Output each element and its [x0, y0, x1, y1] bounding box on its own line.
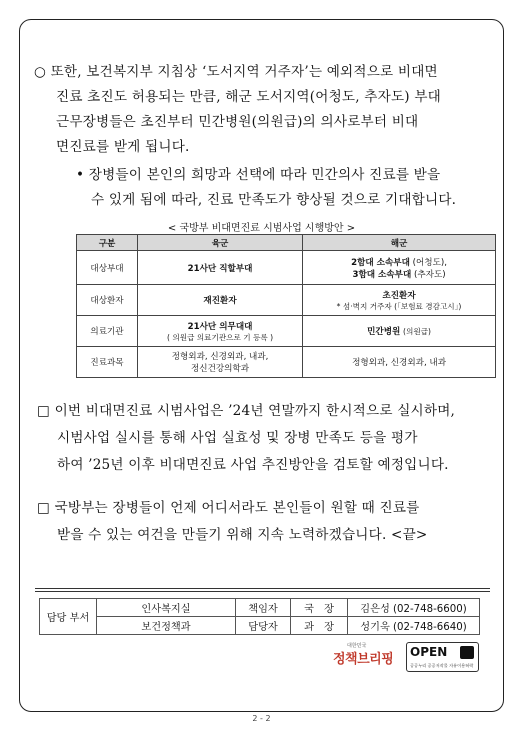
header-army: 육군 [138, 235, 303, 251]
section-pilot-period [37, 398, 497, 479]
navy-unit-location: (추자도) [413, 269, 446, 280]
navy-unit-location: (어청도), [412, 257, 447, 268]
divider [35, 588, 490, 589]
table-row [77, 285, 496, 316]
army-cell [138, 316, 303, 347]
contact-info: 성기욱 (02-748-6640) [348, 617, 480, 635]
kogl-type-icon [460, 646, 474, 659]
contact-row [40, 599, 480, 617]
contact-title: 국 장 [291, 599, 348, 617]
contact-table [39, 598, 480, 635]
navy-unit: 3함대 소속부대 [352, 269, 412, 280]
kogl-open-logo [406, 642, 479, 672]
text-line: □ 국방부는 장병들이 언제 어디서라도 본인들이 원할 때 진료를 [37, 500, 420, 516]
army-cell: 21사단 직할부대 [138, 251, 303, 285]
logo-small-text: 대한민국 [347, 643, 367, 649]
army-institution: 21사단 의무대대 [187, 321, 253, 332]
text-line: 하여 ’25년 이후 비대면진료 사업 추진방안을 검토할 예정입니다. [57, 457, 449, 473]
text-line: □ 이번 비대면진료 시범사업은 ’24년 연말까지 한시적으로 실시하며, [37, 403, 456, 419]
text-line: 근무장병들은 초진부터 민간병원(의원급)의 의사로부터 비대 [56, 114, 419, 130]
text-line: 진료 초진도 허용되는 만큼, 해군 도서지역(어청도, 추자도) 부대 [56, 89, 441, 105]
army-institution-note: ( 의원급 의료기관으로 기 등록 ) [167, 332, 274, 342]
row-label: 대상환자 [77, 285, 138, 316]
contact-role: 책임자 [236, 599, 291, 617]
table-row [77, 251, 496, 285]
header-category: 구분 [77, 235, 138, 251]
contact-row [40, 617, 480, 635]
text-line: 받을 수 있는 여건을 만들기 위해 지속 노력하겠습니다. <끝> [57, 527, 428, 543]
army-departments: 정형외과, 신경외과, 내과, [171, 352, 269, 362]
page-number: 2 - 2 [252, 714, 271, 723]
dept-label: 담당 부서 [40, 599, 97, 635]
paragraph-island-exception [34, 60, 489, 160]
contact-info: 김은성 (02-748-6600) [348, 599, 480, 617]
table-row [77, 316, 496, 347]
navy-patient-note: * 섬·벽지 거주자 (「보험료 경감고시」) [336, 301, 462, 311]
contact-title: 과 장 [291, 617, 348, 635]
footer-logos [333, 642, 479, 672]
row-label: 의료기관 [77, 316, 138, 347]
army-cell: 재진환자 [138, 285, 303, 316]
table-row [77, 347, 496, 378]
navy-cell [303, 285, 496, 316]
office-name: 보건정책과 [97, 617, 236, 635]
navy-cell [303, 251, 496, 285]
row-label: 진료과목 [77, 347, 138, 378]
bullet-satisfaction [76, 163, 496, 213]
section-ministry-effort [37, 495, 497, 549]
text-line: • 장병들이 본인의 희망과 선택에 따라 민간의사 진료를 받을 [76, 167, 441, 183]
navy-unit: 2함대 소속부대 [351, 257, 410, 268]
text-line: 수 있게 됨에 따라, 진료 만족도가 향상될 것으로 기대합니다. [91, 192, 457, 208]
pilot-plan-table [76, 234, 496, 378]
header-navy: 해군 [303, 235, 496, 251]
navy-cell: 정형외과, 신경외과, 내과 [303, 347, 496, 378]
policy-briefing-logo [333, 642, 401, 672]
table-header-row [77, 235, 496, 251]
contact-role: 담당자 [236, 617, 291, 635]
navy-cell [303, 316, 496, 347]
army-departments-2: 정신건강의학과 [190, 364, 250, 374]
army-cell [138, 347, 303, 378]
open-label: OPEN [410, 645, 448, 659]
office-name: 인사복지실 [97, 599, 236, 617]
row-label: 대상부대 [77, 251, 138, 285]
table-caption: < 국방부 비대면진료 시범사업 시행방안 > [167, 223, 356, 234]
text-line: 면진료를 받게 됩니다. [56, 139, 190, 155]
navy-patient: 초진환자 [382, 290, 416, 301]
divider [35, 591, 490, 592]
navy-institution-note: (의원급) [403, 327, 431, 336]
text-line: 시범사업 실시를 통해 사업 실효성 및 장병 만족도 등을 평가 [57, 430, 418, 446]
open-sub-label: 공공누리 공공저작물 자유이용허락 [410, 663, 474, 668]
navy-institution: 민간병원 [367, 327, 401, 337]
text-line: ○ 또한, 보건복지부 지침상 ‘도서지역 거주자’는 예외적으로 비대면 [34, 64, 438, 80]
logo-name: 정책브리핑 [333, 652, 394, 667]
